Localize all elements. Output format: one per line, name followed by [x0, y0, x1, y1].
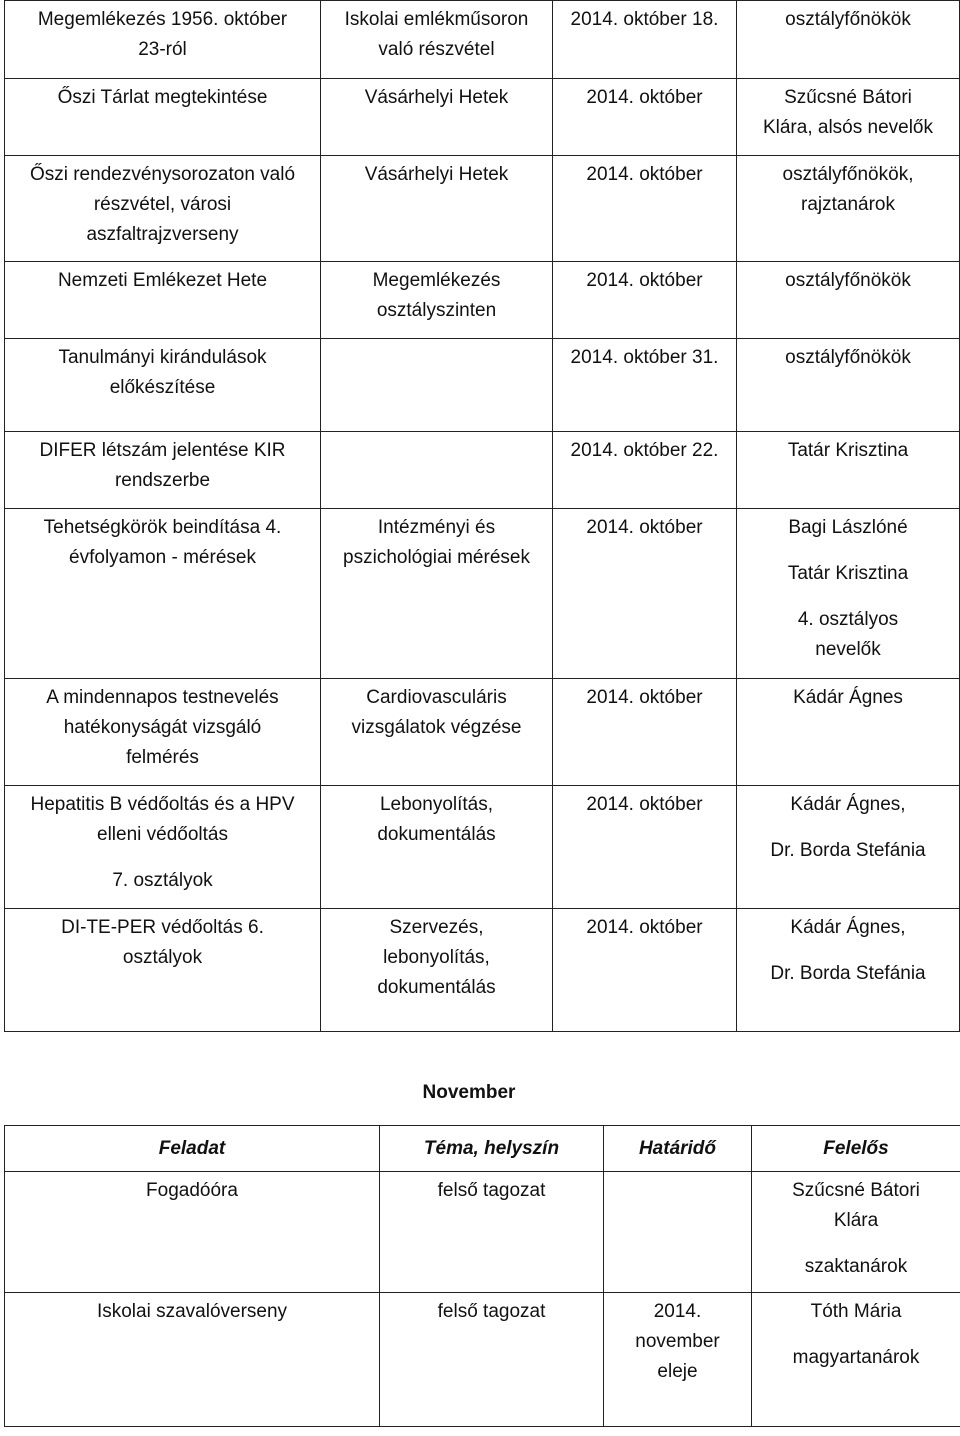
- task-cell: Őszi rendezvénysorozaton való részvétel, városi aszfaltrajzverseny: [5, 156, 321, 262]
- deadline-cell: 2014. október: [553, 509, 737, 679]
- topic-cell: [321, 339, 553, 432]
- deadline-cell: 2014. október: [553, 79, 737, 156]
- table-row: [5, 909, 960, 1032]
- table-row: [5, 156, 960, 262]
- table-row: [5, 509, 960, 679]
- topic-cell: Szervezés, lebonyolítás, dokumentálás: [321, 909, 553, 1032]
- table-row: [5, 339, 960, 432]
- task-cell: Tehetségkörök beindítása 4. évfolyamon - mérések: [5, 509, 321, 679]
- topic-cell: Megemlékezés osztályszinten: [321, 262, 553, 339]
- november-schedule-table: [4, 1125, 960, 1427]
- october-schedule-table: [4, 0, 960, 1032]
- task-cell: Hepatitis B védőoltás és a HPV elleni védőoltás 7. osztályok: [5, 786, 321, 909]
- table-row: [5, 79, 960, 156]
- task-cell: Őszi Tárlat megtekintése: [5, 79, 321, 156]
- table-row: [5, 679, 960, 786]
- topic-cell: [321, 432, 553, 509]
- deadline-cell: 2014. október: [553, 679, 737, 786]
- task-cell: Nemzeti Emlékezet Hete: [5, 262, 321, 339]
- topic-cell: Lebonyolítás, dokumentálás: [321, 786, 553, 909]
- topic-cell: felső tagozat: [380, 1172, 604, 1293]
- header-responsible: Felelős: [752, 1126, 960, 1172]
- topic-cell: Intézményi és pszichológiai mérések: [321, 509, 553, 679]
- task-cell: Tanulmányi kirándulások előkészítése: [5, 339, 321, 432]
- deadline-cell: 2014. október: [553, 786, 737, 909]
- responsible-cell: osztályfőnökök: [737, 339, 960, 432]
- table-header-row: [5, 1126, 960, 1172]
- responsible-cell: Szűcsné Bátori Klára szaktanárok: [752, 1172, 960, 1293]
- topic-cell: Vásárhelyi Hetek: [321, 156, 553, 262]
- table-row: [5, 262, 960, 339]
- task-cell: DIFER létszám jelentése KIR rendszerbe: [5, 432, 321, 509]
- task-cell: Fogadóóra: [5, 1172, 380, 1293]
- responsible-cell: Kádár Ágnes, Dr. Borda Stefánia: [737, 786, 960, 909]
- month-heading: November: [422, 1082, 516, 1103]
- header-topic: Téma, helyszín: [380, 1126, 604, 1172]
- responsible-cell: Tatár Krisztina: [737, 432, 960, 509]
- table-row: [5, 432, 960, 509]
- table-row: [5, 1172, 960, 1293]
- task-cell: DI-TE-PER védőoltás 6. osztályok: [5, 909, 321, 1032]
- deadline-cell: 2014. október: [553, 909, 737, 1032]
- deadline-cell: 2014. október 18.: [553, 1, 737, 79]
- header-task: Feladat: [5, 1126, 380, 1172]
- topic-cell: felső tagozat: [380, 1293, 604, 1427]
- responsible-cell: osztályfőnökök, rajztanárok: [737, 156, 960, 262]
- topic-cell: Iskolai emlékműsoron való részvétel: [321, 1, 553, 79]
- responsible-cell: Tóth Mária magyartanárok: [752, 1293, 960, 1427]
- task-cell: Iskolai szavalóverseny: [5, 1293, 380, 1427]
- deadline-cell: [604, 1172, 752, 1293]
- responsible-cell: Bagi Lászlóné Tatár Krisztina 4. osztályos nevelők: [737, 509, 960, 679]
- responsible-cell: osztályfőnökök: [737, 262, 960, 339]
- table-row: [5, 1, 960, 79]
- table-row: [5, 1293, 960, 1427]
- responsible-cell: Szűcsné Bátori Klára, alsós nevelők: [737, 79, 960, 156]
- responsible-cell: Kádár Ágnes, Dr. Borda Stefánia: [737, 909, 960, 1032]
- task-cell: A mindennapos testnevelés hatékonyságát vizsgáló felmérés: [5, 679, 321, 786]
- deadline-cell: 2014. október 22.: [553, 432, 737, 509]
- deadline-cell: 2014. november eleje: [604, 1293, 752, 1427]
- topic-cell: Cardiovasculáris vizsgálatok végzése: [321, 679, 553, 786]
- deadline-cell: 2014. október 31.: [553, 339, 737, 432]
- deadline-cell: 2014. október: [553, 262, 737, 339]
- topic-cell: Vásárhelyi Hetek: [321, 79, 553, 156]
- task-cell: Megemlékezés 1956. október 23-ról: [5, 1, 321, 79]
- deadline-cell: 2014. október: [553, 156, 737, 262]
- responsible-cell: osztályfőnökök: [737, 1, 960, 79]
- responsible-cell: Kádár Ágnes: [737, 679, 960, 786]
- header-deadline: Határidő: [604, 1126, 752, 1172]
- table-row: [5, 786, 960, 909]
